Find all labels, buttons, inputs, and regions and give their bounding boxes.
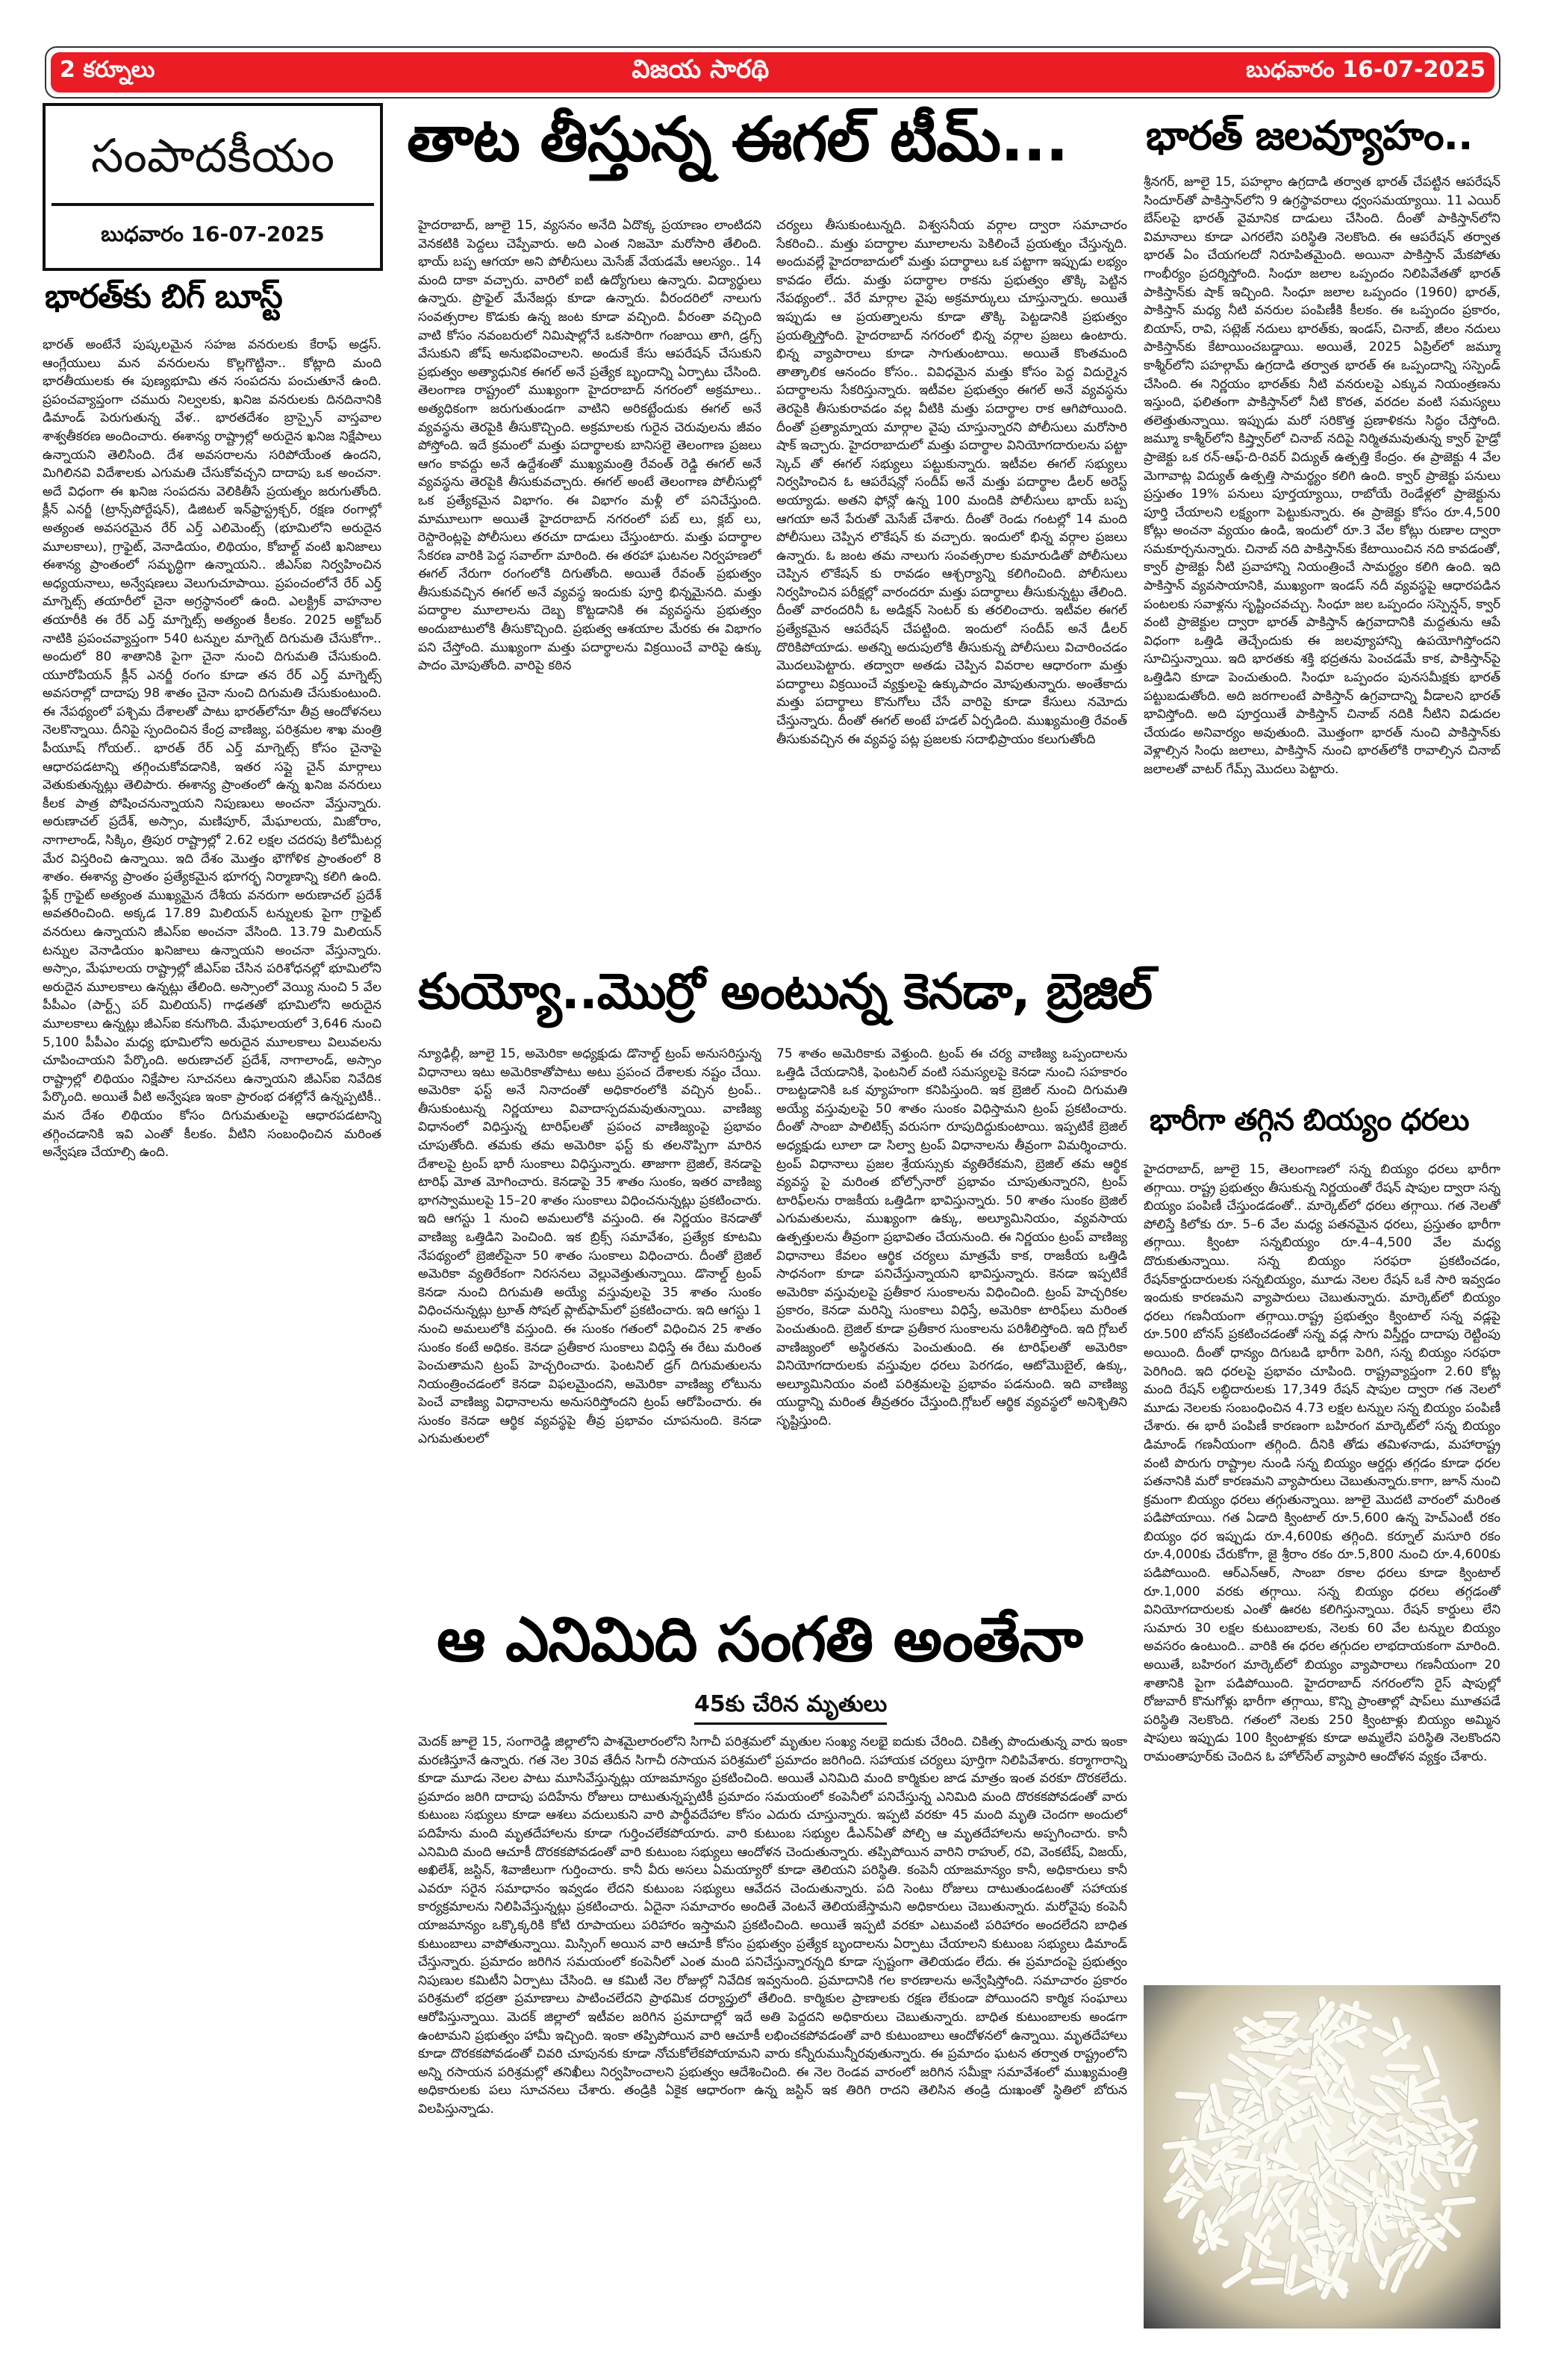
masthead-bar: [45, 46, 1500, 99]
pharma-subheadline: 45కు చేరిన మృతులు: [694, 1691, 887, 1725]
rice-grain: [1441, 2196, 1477, 2206]
editorial-date: బుధవారం 16-07-2025: [101, 222, 325, 246]
rice-grain: [1263, 2011, 1297, 2018]
newspaper-name: విజయ సారథి: [632, 54, 770, 84]
issue-date: బుధవారం 16-07-2025: [1246, 57, 1486, 83]
rice-grain: [1287, 2253, 1298, 2288]
rice-grain: [1422, 2044, 1441, 2078]
rice-grain: [1362, 2231, 1378, 2267]
rice-photo: [1144, 1985, 1500, 2329]
canada-headline: కుయ్యో..మొర్రో అంటున్న కెనడా, బ్రెజిల్: [418, 963, 1153, 1020]
rice-grain: [1385, 2064, 1420, 2071]
rice-grain: [1290, 2208, 1299, 2243]
eagle-headline: తాట తీస్తున్న ఈగల్ టీమ్...: [407, 104, 1068, 175]
rice-headline: భారీగా తగ్గిన బియ్యం ధరలు: [1150, 1103, 1469, 1137]
divider: [52, 203, 374, 206]
page-label: 2 కర్నూలు: [60, 57, 155, 83]
rice-grain: [1250, 2277, 1285, 2285]
rice-grain: [1221, 2265, 1253, 2290]
canada-body-col1: న్యూఢిల్లీ, జూలై 15, అమెరికా అధ్యక్షుడు డొనాల్డ్ ట్రంప్ అనుసరిస్తున్న విధానాలు ఇటు అమెరికాతోపాటు అటు ప్రపంచ దేశాలకు నష్టం చేయి. అమెరికా ఫస్ట్ అనే నినాదంతో అధికారంలోకి వచ్చిన ట్రంప్.. తీసుకుంటున్న నిర్ణయాలు వివాదాస్పదమవుతున్నాయి. వాణిజ్య విధానంలో విధిస్తున్న టారిఫ్‌లతో ప్రపంచ వాణిజ్యంపై ప్రభావం చూపుతోంది. తమకు తమ అమెరికా ఫస్ట్ కు తలనొప్పిగా మారిన దేశాలపై ట్రంప్ భారీ సుంకాలు విధిస్తున్నారు. తాజాగా బ్రెజిల్, కెనడాపై టారిఫ్ మోత మోగించారు. కెనడాపై 35 శాతం సుంకం, ఇతర వాణిజ్య భాగస్వాములపై 15–20 శాతం సుంకాలు విధించనున్నట్లు ప్రకటించారు. ఇది ఆగస్టు 1 నుంచి అమలులోకి వస్తుంది. ఈ నిర్ణయం కెనడాతో వాణిజ్య ఒత్తిడిని పెంచింది. ఇక బ్రిక్స్ సమావేశం, ప్రత్యేక కూటమి నేపథ్యంలో బ్రెజిల్‌పైనా 50 శాతం సుంకాలు విధించారు. దీంతో బ్రెజిల్ అమెరికా వ్యతిరేకంగా నిరసనలు వెల్లువెత్తుతున్నాయి. డొనాల్డ్ ట్రంప్ కెనడా నుంచి దిగుమతి అయ్యే వస్తువులపై 35 శాతం సుంకం విధించనున్నట్లు ట్రూత్ సోషల్ ప్లాట్‌ఫామ్‌లో ప్రకటించారు. ఇది ఆగస్టు 1 నుంచి అమలులోకి వస్తుంది. ఈ సుంకం గతంలో విధించిన 25 శాతం సుంకం కంటే అధికం. కెనడా ప్రతీకార సుంకాలు విధిస్తే ఈ రేటు మరింత పెంచుతామని ట్రంప్ హెచ్చరించారు. ఫెంటనిల్ డ్రగ్ దిగుమతులను నియంత్రించడంలో కెనడా విఫలమైందని, అమెరికా వాణిజ్య లోటును పెంచే వాణిజ్య విధానాలను అనుసరిస్తోందని ట్రంప్ ఆరోపించారు. ఈ సుంకం కెనడా ఆర్థిక వ్యవస్థపై తీవ్ర ప్రభావం చూపనుంది. కెనడా ఎగుమతులలో: [418, 1046, 761, 1447]
water-body: శ్రీనగర్, జూలై 15, పహల్గాం ఉగ్రదాడి తర్వాత భారత్ చేపట్టిన ఆపరేషన్ సిందూర్‌తో పాకిస్తాన్‌లోని 9 ఉగ్రస్థావరాలు ధ్వంసమయ్యాయి. 11 ఎయిర్ బేస్‌లపై భారత్ వైమానిక దాడులు చేసింది. దీంతో పాకిస్తాన్‌లోని విమానాలు కూడా ఎగరలేని పరిస్థితి నెలకొంది. ఈ ఆపరేషన్ తర్వాత భారత్ ఏం చేయగలదో నిరూపితమైంది. అయినా పాకిస్తాన్ మేకపోతు గాంభీర్యం ప్రదర్శిస్తోంది. సింధూ జలాల ఒప్పందం నిలిపివేతతో భారత్ పాకిస్తాన్‌కు షాక్ ఇచ్చింది. సింధూ జలాల ఒప్పందం (1960) భారత్‌, పాకిస్తాన్ మధ్య నీటి వనరుల పంపిణీకి కీలకం. ఈ ఒప్పందం ప్రకారం, బియాస్, రావి, సట్లెజ్ నదులు భారత్‌కు, ఇండస్, చినాబ్, జీలం నదులు పాకిస్తాన్‌కు కేటాయించబడ్డాయి. అయితే, 2025 ఏప్రిల్‌లో జమ్మూ కాశ్మీర్‌లోని పహల్గామ్ ఉగ్రదాడి తర్వాత భారత్ ఈ ఒప్పందాన్ని సస్పెండ్ చేసింది. ఈ నిర్ణయం భారత్‌కు నీటి వనరులపై ఎక్కువ నియంత్రణను ఇస్తుంది, ఫలితంగా పాకిస్తాన్‌లో నీటి కొరత, వరదల వంటి సమస్యలు తలెత్తుతున్నాయి. ఇప్పుడు మరో సరికొత్త ప్రణాళికను సిద్ధం చేస్తోంది. జమ్మూ కాశ్మీర్‌లోని కిష్త్వార్‌లో చినాబ్ నదిపై నిర్మితమవుతున్న క్వార్ హైడ్రో ప్రాజెక్టు ఒక రన్-ఆఫ్-ది-రివర్ విద్యుత్ ఉత్పత్తి కేంద్రం. ఈ ప్రాజెక్టు 4 వేల మెగావాట్ల విద్యుత్ ఉత్పత్తి సామర్థ్యం కలిగి ఉంది. క్వార్ ప్రాజెక్టు పనులు ప్రస్తుతం 19% పనులు పూర్తయ్యాయి, రాబోయే రెండేళ్లలో ప్రాజెక్టును పూర్తి చేయాలని లక్ష్యంగా పెట్టుకున్నారు. ఈ ప్రాజెక్టు కోసం రూ.4,500 కోట్లు అంచనా వ్యయం ఉండి, ఇందులో రూ.3 వేల కోట్లు రుణాల ద్వారా సమకూర్చనున్నారు. చినాబ్ నది పాకిస్తాన్‌కు కేటాయించిన నది కావడంతో, క్వార్ ప్రాజెక్టు నీటి ప్రవాహాన్ని నియంత్రించే సామర్థ్యం కలిగి ఉంది. ఇది పాకిస్తాన్ వ్యవసాయానికి, ముఖ్యంగా ఇండస్ నదీ వ్యవస్థపై ఆధారపడిన పంటలకు సవాళ్లను సృష్టించవచ్చు. సింధూ జల ఒప్పందం సస్పెన్షన్, క్వార్ వంటి ప్రాజెక్టుల ద్వారా భారత్ పాకిస్తాన్ ఉగ్రవాదానికి మద్దతును ఆపే విధంగా ఒత్తిడి తెచ్చేందుకు ఈ జలవ్యూహాన్ని ఉపయోగిస్తోందని సూచిస్తున్నాయి. ఇది భారతకు శక్తి భద్రతను పెంచడమే కాక, పాకిస్తాన్‌పై ఒత్తిడిని కూడా పెంచుతుంది. సింధూ ఒప్పందం పునసమీక్షకు భారత్ పట్టుబడుతోంది. అది జరగాలంటే పాకిస్తాన్ ఉగ్రవాదాన్ని వీడాలని భారత్ భావిస్తోంది. అది పూర్తయితే పాకిస్తాన్ చినాబ్ నదికి నీటిని విడుదల చేయడం అనివార్యం అవుతుంది. మొత్తంగా భారత్ నుంచి పాకిస్తాన్‌కు వెళ్లాల్సిన సింధు జలాలు, పాకిస్తాన్ నుంచి భారత్‌లోకి రావాల్సిన చినాబ్ జలాలతో వాటర్ గేమ్స్ మొదలు పెట్టారు.: [1144, 175, 1500, 777]
eagle-body-col1: హైదరాబాద్, జూలై 15, వ్యసనం అనేది ఏదొక్క ప్రయాణం లాంటిదని వెనకటికి పెద్దలు చెప్పేవారు. అది ఎంత నిజమో మరోసారి తేలింది. భాయ్ బప్ప ఆగయా అని పోలీసులు మెసేజ్ వేయడమే ఆలస్యం.. 14 మంది దాకా వచ్చారు. వారిలో ఐటీ ఉద్యోగులు ఉన్నారు. విద్యార్థులు ఉన్నారు. ప్రొఫైల్ మేనేజర్లు కూడా ఉన్నారు. వీరందరిలో నాలుగు సంవత్సరాల కొడుకు ఉన్న జంట కూడా వచ్చింది. వీరంతా వచ్చింది వాటి కోసం నవంబరులో నిమిషాల్లోనే ఒకసారిగా గంజాయి తాగి, డ్రగ్స్ వేసుకుని జోష్ అనుభవించాలని. అందుకే కేసు ఆపరేషన్ చేసుకుని ప్రభుత్వం అత్యాధునిక ఈగల్ అనే ప్రత్యేక బృందాన్ని ఏర్పాటు చేసింది. తెలంగాణ రాష్ట్రంలో ముఖ్యంగా హైదరాబాద్ నగరంలో అక్రమాలు.. అత్యధికంగా జరుగుతుండగా వాటిని అరికట్టేందుకు ఈగల్ అనే వ్యవస్థను తెరపైకి తీసుకొచ్చింది. అక్రమాలకు గురైన చెరువులను జీవం పోస్తోంది. ఇదే క్రమంలో మత్తు పదార్థాలకు బానిసలై తెలంగాణ ప్రజలు ఆగం కావద్దు అనే ఉద్దేశంతో ముఖ్యమంత్రి రేవంత్ రెడ్డి ఈగల్ అనే వ్యవస్థను తెరపైకి తీసుకువచ్చారు. ఈగల్ అంటే తెలంగాణ పోలీసుల్లో ఒక ప్రత్యేకమైన విభాగం. ఈ విభాగం మళ్లీ లో పనిచేస్తుంది. మామూలుగా అయితే హైదరాబాద్ నగరంలో పబ్ లు, క్లబ్ లు, రెస్టారెంట్లపై పోలీసులు తరచూ దాడులు చేస్తుంటారు. మత్తు పదార్థాల సేకరణ వారికి పెద్ద సవాల్‌గా మారింది. ఈ తరహా ఘటనల నిర్వహణలో ఈగల్ నేరుగా రంగంలోకి దిగుతోంది. అయితే రేవంత్ ప్రభుత్వం తీసుకువచ్చిన ఈగల్ అనే వ్యవస్థ ఇందుకు పూర్తి భిన్నమైనది. మత్తు పదార్థాల మూలాలను దెబ్బ కొట్టడానికి ఈ వ్యవస్థను ప్రభుత్వం అందుబాటులోకి తీసుకొచ్చింది. ప్రభుత్వ ఆశయాల మేరకు ఈ విభాగం పని చేస్తోంది. ముఖ్యంగా మత్తు పదార్థాలను విక్రయించే వారిపై ఉక్కు పాదం మోపుతోంది. వారిపై కఠిన: [418, 218, 761, 674]
rice-grain: [1175, 2091, 1209, 2100]
editorial-title: సంపాదకీయం: [90, 128, 335, 183]
rice-grain: [1259, 2153, 1268, 2187]
rice-body: హైదరాబాద్, జూలై 15, తెలంగాణలో సన్న బియ్యం ధరలు భారీగా తగ్గాయి. రాష్ట్ర ప్రభుత్వం తీసుకున్న నిర్ణయంతో రేషన్ షాపుల ద్వారా సన్న బియ్యం పంపిణీ చేస్తుండడంతో.. మార్కెట్‌లో ధరలు తగ్గాయి. గత నెలతో పోలిస్తే కిలోకు రూ. 5–6 వేల మధ్య పతనమైన ధరలు, ప్రస్తుతం భారీగా తగ్గాయి. క్వింటా సన్నబియ్యం రూ.4–4,500 వేల మధ్య దొరుకుతున్నాయి. సన్న బియ్యం సరఫరా ప్రకటించడం, రేషన్‌కార్డుదారులకు సన్నబియ్యం, మూడు నెలల రేషన్ ఒకే సారి ఇవ్వడం ఇందుకు కారణమని వ్యాపారులు చెబుతున్నారు. మార్కెట్‌లో బియ్యం ధరలు గణనీయంగా తగ్గాయి.రాష్ట్ర ప్రభుత్వం క్వింటాల్ సన్న వడ్లపై రూ.500 బోనస్ ప్రకటించడంతో సన్న వడ్ల సాగు విస్తీర్ణం దాదాపు రెట్టింపు అయింది. దీంతో ధాన్యం దిగుబడి భారీగా పెరిగి, సన్న బియ్యం సరఫరా పెరిగింది. ఇది ధరలపై ప్రభావం చూపింది. రాష్ట్రవ్యాప్తంగా 2.60 కోట్ల మంది రేషన్ లబ్ధిదారులకు 17,349 రేషన్ షాపుల ద్వారా గత నెలలో మూడు నెలలకు సంబంధించిన 4.73 లక్షల టన్నుల సన్న బియ్యం పంపిణీ చేశారు. ఈ భారీ పంపిణీ కారణంగా బహిరంగ మార్కెట్‌లో సన్న బియ్యం డిమాండ్ గణనీయంగా తగ్గింది. దీనికి తోడు తమిళనాడు, మహారాష్ట్ర వంటి పొరుగు రాష్ట్రాల నుండి సన్న బియ్యం ఆర్డర్లు తగ్గడం కూడా ధరల పతనానికి మరో కారణమని వ్యాపారులు చెబుతున్నారు.కాగా, జూన్ నుంచి క్రమంగా బియ్యం ధరలు తగ్గుతున్నాయి. జూలై మొదటి వారంలో మరింత పడిపోయాయి. గత ఏడాది క్వింటాల్ రూ.5,600 ఉన్న హెచ్ఎంటీ రకం బియ్యం ధర ఇప్పుడు రూ.4,600కు తగ్గింది. కర్నూల్ మసూరి రకం రూ.4,000కు చేరుకోగా, జై శ్రీరాం రకం రూ.5,800 నుంచి రూ.4,600కు పడిపోయింది. ఆర్‌ఎన్ఆర్, సాంబా రకాల ధరలు కూడా క్వింటాల్ రూ.1,000 వరకు తగ్గాయి. సన్న బియ్యం ధరలు తగ్గడంతో వినియోగదారులకు ఎంతో ఊరట కలిగిస్తున్నాయి. రేషన్ కార్డులు లేని సుమారు 30 లక్షల కుటుంబాలకు, నెలకు 60 వేల టన్నుల బియ్యం అవసరం ఉంటుంది.. వారికి ఈ ధరల తగ్గుదల లాభదాయకంగా మారింది. అయితే, బహిరంగ మార్కెట్‌లో బియ్యం వ్యాపారాలు గణనీయంగా 20 శాతానికి పైగా పడిపోయింది. హైదరాబాద్ నగరంలోని రైస్ షాపుల్లో రోజువారీ కొనుగోళ్లు భారీగా తగ్గాయి, కొన్ని ప్రాంతాల్లో షాప్‌లు మూతపడే పరిస్థితి నెలకొంది. గతంలో నెలకు 250 క్వింటాళ్లు బియ్యం అమ్మిన షాపులు ఇప్పుడు 100 క్వింటాళ్లకు కూడా అమ్మలేని పరిస్థితి నెలకొందని రామంతాపూర్‌కు చెందిన ఓ హోల్‌సేల్ వ్యాపారి ఆందోళన వ్యక్తం చేశారు.: [1144, 1162, 1500, 1764]
water-headline: భారత్ జలవ్యూహం..: [1146, 112, 1473, 159]
editorial-headline: భారత్‌కు బిగ్ బూస్ట్: [45, 278, 282, 316]
pharma-headline: ఆ ఎనిమిది సంగతి అంతేనా: [437, 1605, 1082, 1675]
editorial-body: భారత్ అంటేనే పుష్కలమైన సహజ వనరులకు కేరాఫ్ అడ్రస్. ఆంగ్లేయులు మన వనరులను కొల్లగొట్టినా.. కోట్లాది మంది భారతీయులకు ఈ పుణ్యభూమి తన సంపదను పంచుతూనే ఉంది. ప్రపంచవ్యాప్తంగా చమురు నిల్వలకు, ఖనిజ వనరులకు దినదినానికి డిమాండ్ పెరుగుతున్న వేళ.. భారతదేశం బ్రాస్పైన్ వాస్తవాల శాశ్వతీకరణ అందించారు. ఈశాన్య రాష్ట్రాల్లో అరుదైన ఖనిజ నిక్షేపాలు ఉన్నాయని తెలిసింది. దేశ అవసరాలను సరిపోయేంత ఉందని, మిగిలినవి విదేశాలకు ఎగుమతి చేసుకోవచ్చని దాదాపు ఒక అంచనా. అదే విధంగా ఈ ఖనిజ సంపదను వెలికితీసే ప్రయత్నం జరుగుతోంది. క్లీన్ ఎనర్జీ (ట్రాన్స్‌పోర్టేషన్), డిజిటల్ ఇన్‌ఫ్రాస్ట్రక్చర్, రక్షణ రంగాల్లో అత్యంత అవసరమైన రేర్ ఎర్త్ ఎలిమెంట్స్ (భూమిలోని అరుదైన మూలకాలు), గ్రాఫైట్, వెనాడియం, లిథియం, కోబాల్ట్ వంటి ఖనిజాలు ఈశాన్య ప్రాంతంలో సమృద్ధిగా ఉన్నాయని.. జీఎస్ఐ నిర్వహించిన అధ్యయనాలు, అన్వేషణలు వెలుగుచూపాయి. ప్రపంచంలోనే రేర్ ఎర్త్ మాగ్నెట్స్ తయారీలో చైనా అగ్రస్థానంలో ఉంది. ఎలక్ట్రిక్ వాహనాల తయారీకి ఈ రేర్ ఎర్త్ మాగ్నెట్స్ అత్యంత కీలకం. 2025 అక్టోబర్ నాటికి ప్రపంచవ్యాప్తంగా 540 టన్నుల మాగ్నెట్ దిగుమతి చేసుకోగా.. అందులో 80 శాతానికి పైగా చైనా నుంచి దిగుమతి చేసుకుంది. యూరోపియన్ క్లీన్ ఎనర్జీ రంగం కూడా తన రేర్ ఎర్త్ మాగ్నెట్స్ అవసరాల్లో దాదాపు 98 శాతం చైనా నుంచి దిగుమతి చేసుకుంటుంది. ఈ నేపథ్యంలో పశ్చిమ దేశాలతో పాటు భారత్‌లోనూ తీవ్ర ఆందోళనలు నెలకొన్నాయి. దీనిపై స్పందించిన కేంద్ర వాణిజ్య, పరిశ్రమల శాఖ మంత్రి పీయూష్ గోయల్.. భారత్ రేర్ ఎర్త్ మాగ్నెట్స్ కోసం చైనాపై ఆధారపడటాన్ని తగ్గించుకోవడానికి, ఇతర సప్లై చైన్ మార్గాలు వెతుకుతున్నట్లు తెలిపారు. ఈశాన్య ప్రాంతంలో ఉన్న ఖనిజ వనరులు కీలక పాత్ర పోషించనున్నాయని నిపుణులు అంచనా వేస్తున్నారు. అరుణాచల్ ప్రదేశ్, అస్సాం, మణిపూర్, మేఘాలయ, మిజోరాం, నాగాలాండ్, సిక్కిం, త్రిపుర రాష్ట్రాల్లో 2.62 లక్షల చదరపు కిలోమీటర్ల మేర విస్తరించి ఉన్నాయి. ఇది దేశం మొత్తం భౌగోళిక ప్రాంతంలో 8 శాతం. ఈశాన్య ప్రాంతం ప్రత్యేకమైన భూగర్భ నిర్మాణాన్ని కలిగి ఉంది. ఫ్లేక్ గ్రాఫైట్ అత్యంత ముఖ్యమైన దేశీయ వనరుగా అరుణాచల్ ప్రదేశ్ అవతరించింది. అక్కడ 17.89 మిలియన్ టన్నులకు పైగా గ్రాఫైట్ వనరులు ఉన్నాయని జీఎస్ఐ అంచనా వేసింది. 13.79 మిలియన్ టన్నుల వెనాడియం ఖనిజాలు ఉన్నాయని అంచనా వేస్తున్నారు. అస్సాం, మేఘాలయ రాష్ట్రాల్లో జీఎస్ఐ చేసిన పరిశోధనల్లో భూమిలోని అరుదైన మూలకాలు ఉన్నట్లు తేలింది. అస్సాంలో వెయ్యి నుంచి 5 వేల పీపీఎం (పార్ట్స్ పర్ మిలియన్) గాఢతతో భూమిలోని అరుదైన మూలకాలు ఉన్నట్లు జీఎస్ఐ కనుగొంది. మేఘాలయలో 3,646 నుంచి 5,100 పీపీఎం మధ్య భూమిలోని అరుదైన మూలకాలు విలువలను చూపించాయని పేర్కొంది. అరుణాచల్ ప్రదేశ్, నాగాలాండ్, అస్సాం రాష్ట్రాల్లో లిథియం నిక్షేపాల సూచనలు ఉన్నాయని జీఎస్ఐ నివేదిక పేర్కొంది. అయితే వీటి అన్వేషణ ఇంకా ప్రారంభ దశల్లోనే ఉన్నప్పటికీ.. మన దేశం లిథియం కోసం దిగుమతులపై ఆధారపడటాన్ని తగ్గించడానికి ఇవి ఎంతో కీలకం. వీటిని సంబంధించిన మరింత అన్వేషణ చేయాల్సి ఉంది.: [43, 337, 381, 1161]
canada-body-col2: 75 శాతం అమెరికాకు వెళ్తుంది. ట్రంప్ ఈ చర్య వాణిజ్య ఒప్పందాలను ఒత్తిడి చేయడానికి, ఫెంటనిల్ వంటి సమస్యలపై కెనడా నుంచి సహకారం రాబట్టడానికి ఒక వ్యూహంగా కనిపిస్తుంది. ఇక బ్రెజిల్ నుంచి దిగుమతి అయ్యే వస్తువులపై 50 శాతం సుంకం విధిస్తామని ట్రంప్ ప్రకటించారు. దీంతో సాంబా పాలిటిక్స్ వరుసగా రూపుదిద్దుకుంటాయి. ఇప్పటికే బ్రెజిల్ అధ్యక్షుడు లూలా డా సిల్వా ట్రంప్ విధానాలను తీవ్రంగా విమర్శించారు. ట్రంప్ విధానాలు ప్రజల శ్రేయస్సుకు వ్యతిరేకమని, బ్రెజిల్ తమ ఆర్థిక వ్యవస్థ పై మరింత బోల్సోనారో ప్రభావం చూపుతున్నారని, ట్రంప్ టారిఫ్‌లను రాజకీయ ఒత్తిడిగా భావిస్తున్నారు. 50 శాతం సుంకం బ్రెజిల్ ఎగుమతులను, ముఖ్యంగా ఉక్కు, అల్యూమినియం, వ్యవసాయ ఉత్పత్తులను తీవ్రంగా ప్రభావితం చేయనుంది. ఈ నిర్ణయం ట్రంప్ వాణిజ్య విధానాలు కేవలం ఆర్థిక చర్యలు మాత్రమే కాక, రాజకీయ ఒత్తిడి సాధనంగా కూడా పనిచేస్తున్నాయని భావిస్తున్నారు. కెనడా ఇప్పటికే అమెరికా వస్తువులపై ప్రతీకార సుంకాలను విధించింది. ట్రంప్ హెచ్చరికల ప్రకారం, కెనడా మరిన్ని సుంకాలు విధిస్తే, అమెరికా టారిఫ్‌లు మరింత పెంచుతుంది. బ్రెజిల్ కూడా ప్రతీకార సుంకాలను పరిశీలిస్తోంది. ఇది గ్లోబల్ వాణిజ్యంలో అస్థిరతను పెంచుతుంది. ఈ టారిఫ్‌లతో అమెరికా వినియోగదారులకు వస్తువుల ధరలు పెరగడం, ఆటోమొబైల్, ఉక్కు, అల్యూమినియం వంటి పరిశ్రమలపై ప్రభావం పడనుంది. ఇది వాణిజ్య యుద్ధాన్ని మరింత తీవ్రతరం చేస్తుంది.గ్లోబల్ ఆర్థిక వ్యవస్థలో అనిశ్చితిని సృష్టిస్తుంది.: [776, 1046, 1127, 1428]
editorial-box: [43, 103, 383, 271]
eagle-body-col2: చర్యలు తీసుకుంటున్నది. విశ్వసనీయ వర్గాల ద్వారా సమాచారం సేకరించి.. మత్తు పదార్థాల మూలాలను పెకిలించే ప్రయత్నం చేస్తున్నది. అందువల్లే హైదరాబాదులో మత్తు పదార్థాలు ఒక పట్టాగా ఇప్పుడు లభ్యం కావడం లేదు. మత్తు పదార్థాల రాకను ప్రభుత్వం తొక్కి పెట్టిన నేపథ్యంలో.. వేరే మార్గాల వైపు అక్రమార్కులు చూస్తున్నారు. అయితే ఇప్పుడు ఆ ప్రయత్నాలను కూడా తొక్కి పెట్టడానికి ప్రభుత్వం ప్రయత్నిస్తోంది. హైదరాబాద్ నగరంలో భిన్న వర్గాల ప్రజలు ఉంటారు. భిన్న వ్యాపారాలు కూడా సాగుతుంటాయి. అయితే కొంతమంది తాత్కాలిక ఆనందం కోసం.. వివిధమైన మత్తు కోసం పెద్ద విదుర్మైన పదార్థాలను సేకరిస్తున్నారు. ఇటీవల ప్రభుత్వం ఈగల్ అనే వ్యవస్థను తెరపైకి తీసుకురావడం వల్ల వీటికి మత్తు పదార్థాల రాక ఆగిపోయింది. దీంతో ప్రత్యామ్నాయ మార్గాల వైపు చూస్తున్నారని పోలీసులు మరోసారి షాక్ ఇచ్చారు. హైదరాబాదులో మత్తు పదార్థాల వినియోగదారులను పట్టా స్కెచ్ తో ఈగల్ సభ్యులు పట్టుకున్నారు. ఇటీవల ఈగల్ సభ్యులు నిర్వహించిన ఓ ఆపరేషన్లో సందీప్ అనే మత్తు పదార్థాల డీలర్ అరెస్ట్ అయ్యాడు. అతని ఫోన్లో ఉన్న 100 మందికి పోలీసులు భాయ్ బప్ప ఆగయా అనే పేరుతో మెసేజ్ చేశారు. దీంతో రెండు గంటల్లో 14 మంది పోలీసులు చెప్పిన లొకేషన్ కు వచ్చారు. ఇందులో భిన్న వర్గాల ప్రజలు ఉన్నారు. ఓ జంట తమ నాలుగు సంవత్సరాల కుమారుడితో పోలీసులు చెప్పిన లొకేషన్ కు రావడం ఆశ్చర్యాన్ని కలిగించింది. పోలీసులు నిర్వహించిన పరీక్షల్లో వారందరూ మత్తు పదార్థాలు తీసుకున్నట్టు తేలింది. దీంతో వారందరినీ ఓ అడిక్షన్ సెంటర్ కు తరలించారు. ఇటీవల ఈగల్ ప్రత్యేకమైన ఆపరేషన్ చేపట్టింది. ఇందులో సందీప్ అనే డీలర్ దొరికిపోయాడు. అతన్ని అదుపులోకి తీసుకున్న పోలీసులు విచారించడం మొదలుపెట్టారు. తద్వారా అతడు చెప్పిన వివరాల ఆధారంగా మత్తు పదార్థాలు విక్రయించే వ్యక్తులపై ఉక్కుపాదం మోపుతున్నారు. అంతేకాదు మత్తు పదార్థాలు కొనుగోలు చేసే వారిపై కూడా కేసులు నమోదు చేస్తున్నారు. దీంతో ఈగల్ అంటే హడల్ ఏర్పడింది. ముఖ్యమంత్రి రేవంత్ తీసుకువచ్చిన ఈ వ్యవస్థ పట్ల ప్రజలకు సదాభిప్రాయం కలుగుతోంది: [776, 218, 1127, 747]
pharma-body: మెదక్ జూలై 15, సంగారెడ్డి జిల్లాలోని పాశమైలారంలోని సిగాచీ పరిశ్రమలో మృతుల సంఖ్య నలభై ఐదుకు చేరింది. చికిత్స పొందుతున్న వారు ఇంకా మరణిస్తూనే ఉన్నారు. గత నెల 30వ తేదీన సిగాచీ రసాయన పరిశ్రమలో ప్రమాదం జరిగింది. సహాయక చర్యలు పూర్తిగా నిలిపివేశారు. కర్మాగారాన్ని కూడా మూడు నెలల పాటు మూసివేస్తున్నట్లు యాజమాన్యం ప్రకటించింది. అయితే ఎనిమిది మంది కార్మికుల జాడ మాత్రం ఇంత వరకూ దొరకలేదు. ప్రమాదం జరిగి దాదాపు పదిహేను రోజులు దాటుతున్నప్పటికీ ప్రమాదం సమయంలో కంపెనీలో పనిచేస్తున్న ఎనిమిది మంది దొరకకపోవడంతో వారు కుటుంబ సభ్యులు కూడా ఆశలు వదులుకుని వారి పార్థీవదేహాల కోసం ఎదురు చూస్తున్నారు. ఇప్పటి వరకూ 45 మంది మృతి చెందగా అందులో పదిహేను మంది మృతదేహాలను కూడా గుర్తించలేకపోయారు. వారి కుటుంబ సభ్యుల డీఎన్ఏతో పోల్చి ఆ మృతదేహాలను అప్పగించారు. కానీ ఎనిమిది మంది ఆచూకీ దొరకకపోవడంతో వారి కుటుంబ సభ్యులు ఆందోళన చెందుతున్నారు. తప్పిపోయిన వారిని రాహుల్, రవి, వెంకటేష్, విజయ్, అఖిలేశ్, జస్టిన్, శివాజీలుగా గుర్తించారు. కానీ వీరు అసలు ఏమయ్యారో కూడా తెలియని పరిస్థితి. కంపెనీ యాజమాన్యం కానీ, అధికారులు కానీ ఎవరూ సరైన సమాధానం ఇవ్వడం లేదని కుటుంబ సభ్యులు ఆవేదన చెందుతున్నారు. పది సెంటు రోజులు దాటుతుండటంతో సహాయక కార్యక్రమాలను నిలిపివేస్తున్నట్లు ప్రకటించారు. ఏదైనా సమాచారం అందితే వెంటనే తెలియజేస్తామని అధికారులు చెబుతున్నారు. మరోవైపు కంపెనీ యాజమాన్యం ఒక్కొక్కరికి కోటి రూపాయలు పరిహారం ఇస్తామని ప్రకటించింది. అయితే ఇప్పటి వరకూ ఎటువంటి పరిహారం అందలేదని బాధిత కుటుంబాలు వాపోతున్నాయి. మిస్సింగ్ అయిన వారి ఆచూకీ కోసం ప్రభుత్వం ప్రత్యేక బృందాలను ఏర్పాటు చేయాలని కుటుంబ సభ్యులు డిమాండ్ చేస్తున్నారు. ప్రమాదం జరిగిన సమయంలో కంపెనీలో ఎంత మంది పనిచేస్తున్నారన్నది కూడా స్పష్టంగా తెలియడం లేదు. ఈ ప్రమాదంపై ప్రభుత్వం నిపుణుల కమిటీని ఏర్పాటు చేసింది. ఆ కమిటీ నెల రోజుల్లో నివేదిక ఇవ్వనుంది. ప్రమాదానికి గల కారణాలను అన్వేషిస్తోంది. సమాచారం ప్రకారం పరిశ్రమలో భద్రతా ప్రమాణాలు పాటించలేదని ప్రాథమిక దర్యాప్తులో తేలింది. కార్మికుల ప్రాణాలకు రక్షణ లేకుండా పోయిందని కార్మిక సంఘాలు ఆరోపిస్తున్నాయి. మెదక్ జిల్లాలో ఇటీవల జరిగిన ప్రమాదాల్లో ఇదే అతి పెద్దదని అధికారులు చెబుతున్నారు. బాధిత కుటుంబాలకు అండగా ఉంటామని ప్రభుత్వం హామీ ఇచ్చింది. ఇంకా తప్పిపోయిన వారి ఆచూకీ లభించకపోవడంతో వారి కుటుంబాలు ఆందోళనలో ఉన్నాయి. మృతదేహాలు కూడా దొరకకపోవడంతో చివరి చూపునకు కూడా నోచుకోలేకపోయామని వారు కన్నీరుమున్నీరవుతున్నారు. ఈ ప్రమాదం ఘటన తర్వాత రాష్ట్రంలోని అన్ని రసాయన పరిశ్రమల్లో తనిఖీలు నిర్వహించాలని ప్రభుత్వం ఆదేశించింది. ఈ నెల రెండవ వారంలో జరిగిన సమీక్షా సమావేశంలో ముఖ్యమంత్రి అధికారులకు పలు సూచనలు చేశారు. తండ్రికి ఏకైక ఆధారంగా ఉన్న జస్టిన్ ఇక తిరిగి రాదని తెలిసిన తండ్రి దుఃఖంతో స్థితిలో బోరున విలపిస్తున్నాడు.: [418, 1734, 1127, 2117]
